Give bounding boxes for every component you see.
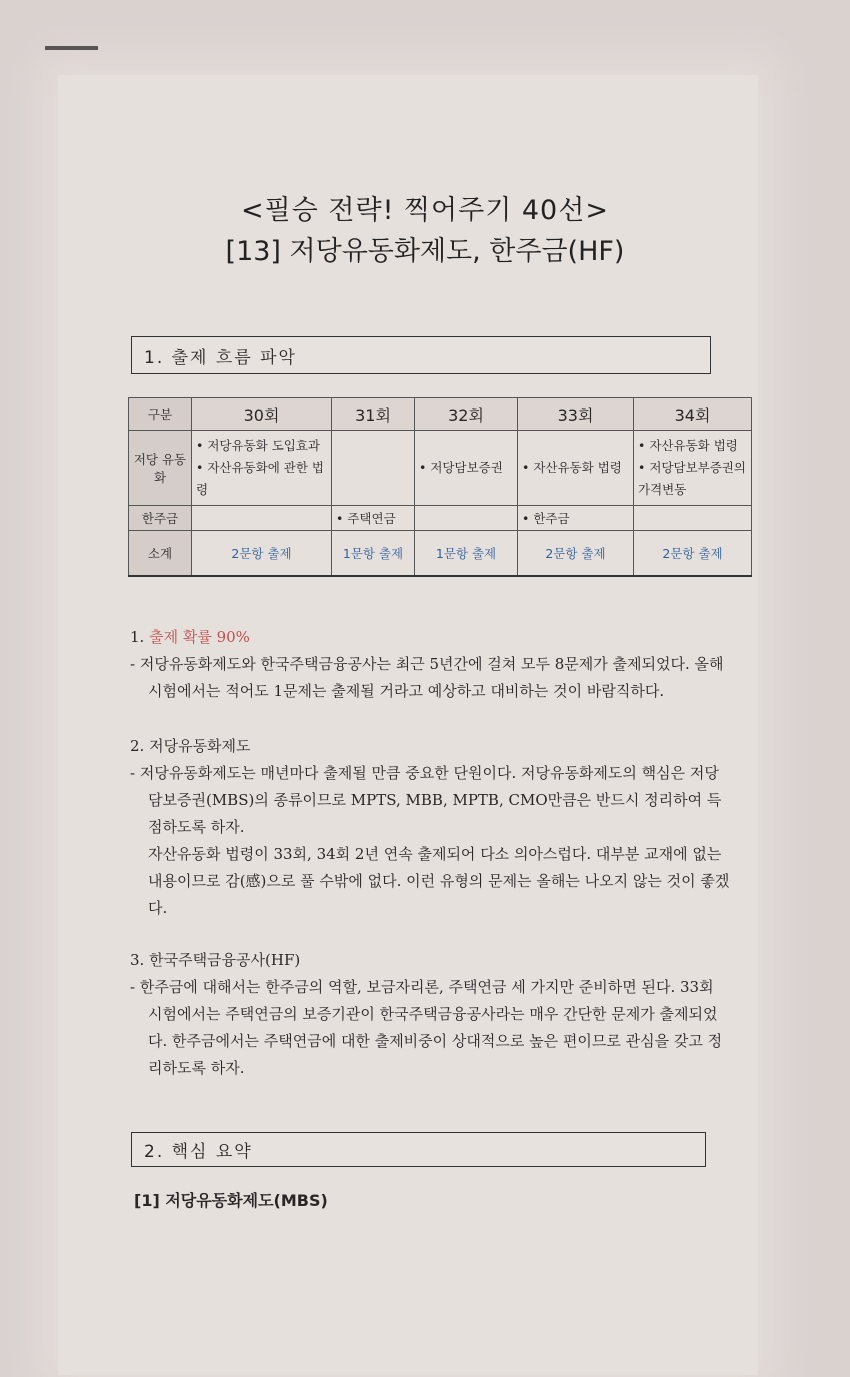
point-2 xyxy=(130,733,730,922)
summary-cell: 2문항 출제 xyxy=(518,531,634,577)
point-paragraph: - 저당유동화제도는 매년마다 출제될 만큼 중요한 단원이다. 저당유동화제도의 핵심은 저당담보증권(MBS)의 종류이므로 MPTS, MBB, MPTB, CMO만큼은 반드시 정리하여 득점하도록 하자. xyxy=(130,764,722,836)
table-cell: • 한주금 xyxy=(518,506,634,531)
point-3 xyxy=(130,947,730,1082)
table-header: 30회 xyxy=(192,398,332,431)
table-row xyxy=(129,431,752,506)
row-label: 저당 유동화 xyxy=(129,431,192,506)
table-cell xyxy=(332,431,415,506)
table-cell: • 자산유동화 법령 xyxy=(518,431,634,506)
point-heading: 2. 저당유동화제도 xyxy=(130,737,251,755)
point-heading: 1. 출제 확률 90% xyxy=(130,628,250,646)
table-cell: • 자산유동화 법령 • 저당담보부증권의 가격변동 xyxy=(634,431,752,506)
row-label: 한주금 xyxy=(129,506,192,531)
page-subtitle: [13] 저당유동화제도, 한주금(HF) xyxy=(225,236,625,267)
table-row xyxy=(129,506,752,531)
summary-cell: 2문항 출제 xyxy=(192,531,332,577)
table-cell: • 저당담보증권 xyxy=(415,431,518,506)
table-summary-row xyxy=(129,531,752,577)
table-cell xyxy=(192,506,332,531)
summary-cell: 1문항 출제 xyxy=(415,531,518,577)
point-paragraph: - 한주금에 대해서는 한주금의 역할, 보금자리론, 주택연금 세 가지만 준비하면 된다. 33회 시험에서는 주택연금의 보증기관이 한국주택금융공사라는 매우 간단한 문제가 출제되었다. 한주금에서는 주택연금에 대한 출제비중이 상대적으로 높은 편이므로 관심을 갖고 정리하도록 하자. xyxy=(130,978,723,1077)
subsection-heading: [1] 저당유동화제도(MBS) xyxy=(134,1191,328,1210)
margin-mark xyxy=(45,46,98,50)
table-header: 32회 xyxy=(415,398,518,431)
table-cell: • 저당유동화 도입효과 • 자산유동화에 관한 법령 xyxy=(192,431,332,506)
page-sheet xyxy=(58,75,758,1375)
page-title: <필승 전략! 찍어주기 40선> xyxy=(241,195,609,226)
table-header: 34회 xyxy=(634,398,752,431)
table-header: 31회 xyxy=(332,398,415,431)
table-header: 33회 xyxy=(518,398,634,431)
summary-cell: 1문항 출제 xyxy=(332,531,415,577)
table-header-row xyxy=(129,398,752,431)
row-label: 소계 xyxy=(129,531,192,577)
section-heading-1: 1. 출제 흐름 파악 xyxy=(131,336,711,374)
summary-cell: 2문항 출제 xyxy=(634,531,752,577)
point-1 xyxy=(130,624,730,705)
exam-trend-table xyxy=(128,397,752,577)
table-cell: • 주택연금 xyxy=(332,506,415,531)
table-header: 구분 xyxy=(129,398,192,431)
point-paragraph: - 저당유동화제도와 한국주택금융공사는 최근 5년간에 걸쳐 모두 8문제가 출제되었다. 올해 시험에서는 적어도 1문제는 출제될 거라고 예상하고 대비하는 것이 바람직하다. xyxy=(130,655,724,700)
section-heading-2: 2. 핵심 요약 xyxy=(131,1132,706,1167)
table-cell xyxy=(634,506,752,531)
table-cell xyxy=(415,506,518,531)
point-paragraph: 자산유동화 법령이 33회, 34회 2년 연속 출제되어 다소 의아스럽다. 대부분 교재에 없는 내용이므로 감(感)으로 풀 수밖에 없다. 이런 유형의 문제는 올해는 나오지 않는 것이 좋겠다. xyxy=(148,845,730,917)
point-heading: 3. 한국주택금융공사(HF) xyxy=(130,951,301,969)
